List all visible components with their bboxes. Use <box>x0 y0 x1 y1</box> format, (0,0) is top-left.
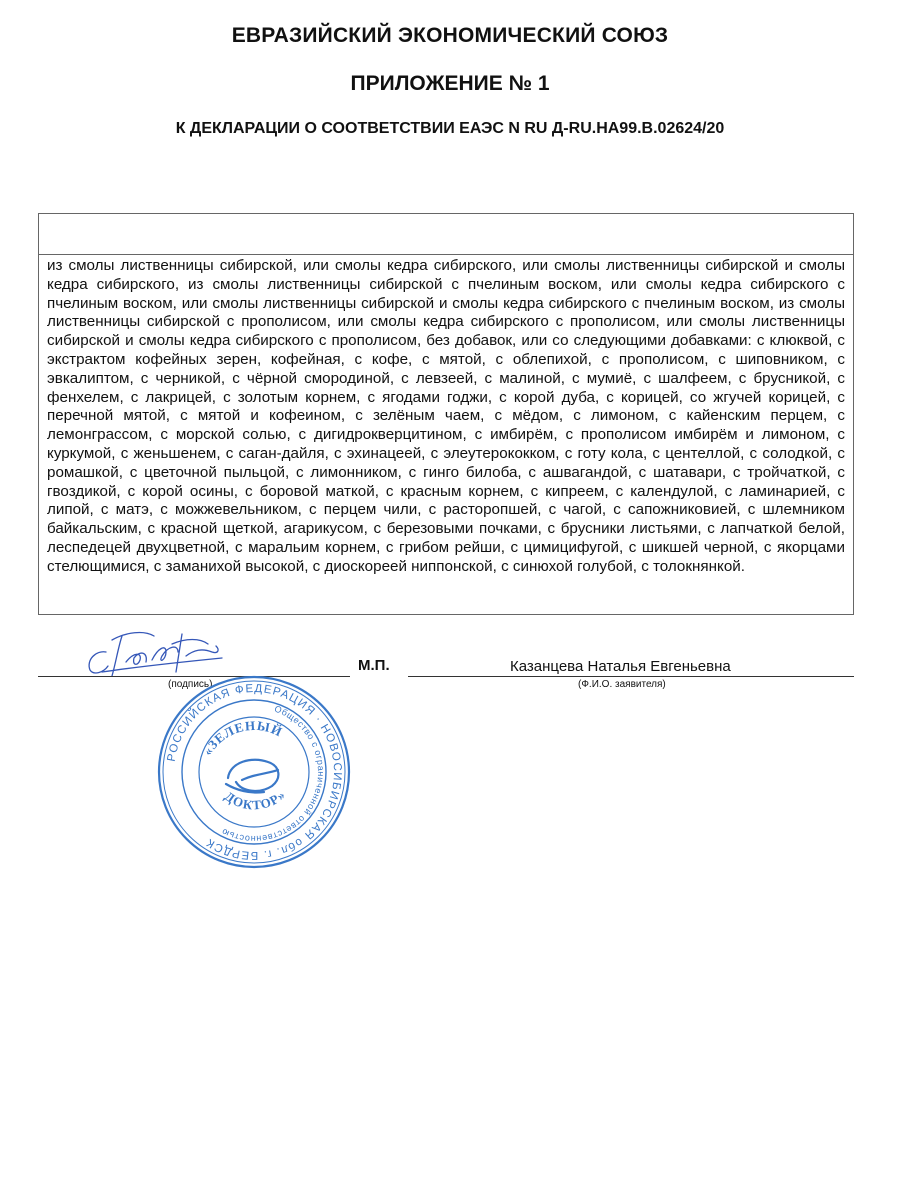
signature-label: (подпись) <box>168 679 213 690</box>
product-description: из смолы лиственницы сибирской, или смолы кедра сибирского, или смолы лиственницы сибирской и смолы кедра сибирского, из смолы лиственницы сибирской с пчелиным воском, или смолы кедра сибирского с пчелиным воском, или смолы лиственницы сибирской и смолы кедра сибирского с пчелиным воском, из смолы лиственницы сибирской с прополисом, или смолы кедра сибирского с прополисом, или смолы лиственницы сибирской и смолы кедра сибирского с прополисом, без добавок, или со следующими добавками: с клюквой, с экстрактом кофейных зерен, кофейная, с кофе, с мятой, с облепихой, с прополисом, с шиповником, с эвкалиптом, с черникой, с чёрной смородиной, с левзеей, с малиной, с мумиё, с шалфеем, с брусникой, с фенхелем, с лакрицей, с золотым корнем, с ягодами годжи, с корой дуба, с корицей, со жгучей корицей, с перечной мятой, с мятой и кофеином, с зелёным чаем, с мёдом, с лимоном, с кайенским перцем, с лемонграссом, с морской солью, с дигидрокверцитином, с имбирём, с прополисом имбирём и лимоном, с куркумой, с женьшенем, с саган-дайля, с эхинацеей, с элеутерококком, с готу кола, с центеллой, с солодкой, с ромашкой, с цветочной пыльцой, с лимонником, с гинго билоба, с ашвагандой, с шатавари, с тройчаткой, с гвоздикой, с корой осины, с боровой маткой, с красным корнем, с кипреем, с календулой, с ламинарией, с липой, с матэ, с можжевельником, с перцем чили, с расторопшей, с чагой, с сапожниковией, с шлемником байкальским, с красной щеткой, агарикусом, с березовыми почками, с брусники листьями, с лапчаткой белой, леспедецей двухцветной, с маральим корнем, с грибом рейши, с цимицифугой, с шикшей черной, с якорцами стелющимися, с заманихой высокой, с диоскореей ниппонской, с синюхой голубой, с толокнянкой. <box>47 257 845 575</box>
svg-text:Общество с ограниченной ответс: Общество с ограниченной ответственностью <box>219 703 327 845</box>
content-table <box>38 213 854 615</box>
svg-text:РОССИЙСКАЯ ФЕДЕРАЦИЯ · НОВОСИБ: РОССИЙСКАЯ ФЕДЕРАЦИЯ · НОВОСИБИРСКАЯ обл. г. БЕРДСК <box>165 682 344 862</box>
applicant-label: (Ф.И.О. заявителя) <box>578 679 666 690</box>
appendix-title: ПРИЛОЖЕНИЕ № 1 <box>350 72 550 95</box>
union-title: ЕВРАЗИЙСКИЙ ЭКОНОМИЧЕСКИЙ СОЮЗ <box>231 24 669 47</box>
svg-text:ДОКТОР»: ДОКТОР» <box>221 786 289 813</box>
svg-text:«ЗЕЛЕНЫЙ: «ЗЕЛЕНЫЙ <box>199 717 286 759</box>
applicant-line <box>408 676 854 677</box>
signature-icon <box>82 622 232 682</box>
seal-place-label: М.П. <box>358 657 390 674</box>
applicant-name: Казанцева Наталья Евгеньевна <box>510 658 731 675</box>
stamp-seal-icon <box>156 674 352 870</box>
table-header-row <box>39 214 853 255</box>
declaration-title: К ДЕКЛАРАЦИИ О СООТВЕТСТВИИ ЕАЭС N RU Д-RU.НА99.В.02624/20 <box>175 120 725 137</box>
